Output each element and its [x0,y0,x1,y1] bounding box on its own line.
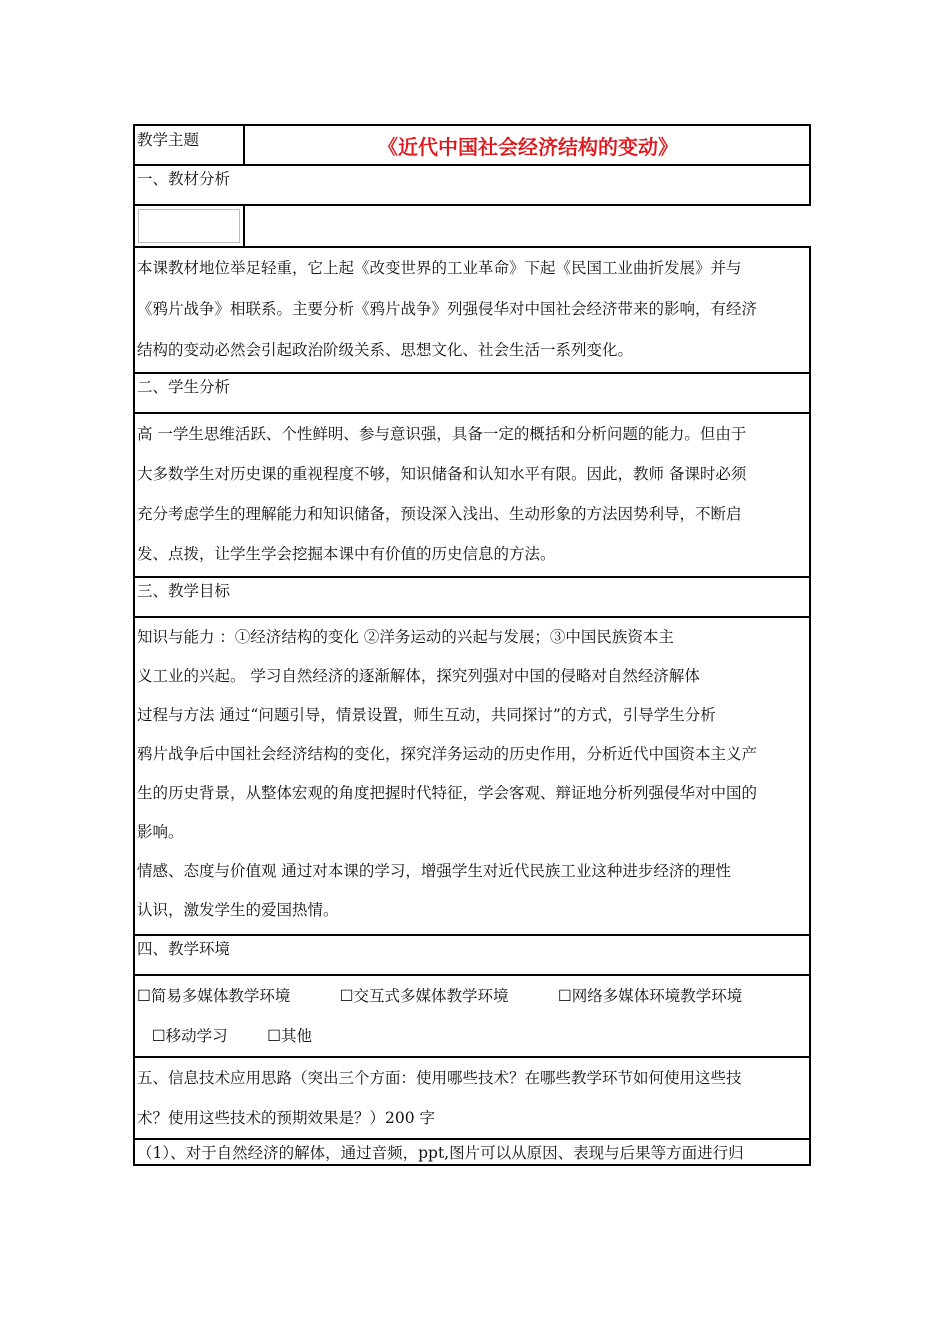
lesson-title: 《近代中国社会经济结构的变动》 [378,135,678,159]
environment-options-line: ☐移动学习 ☐其他 [137,1027,312,1045]
title-label: 教学主题 [135,126,245,164]
text-line: 知识与能力 ：①经济结构的变化 ②洋务运动的兴起与发展；③中国民族资本主 [137,628,674,646]
heading-text: 三、教学目标 [137,582,231,600]
section-heading-3 [133,576,811,618]
section-heading-4 [133,934,811,976]
heading-text: 二、学生分析 [137,378,231,396]
text-line: 充分考虑学生的理解能力和知识储备，预设深入浅出、生动形象的方法因势利导，不断启 [137,505,742,523]
text-line: 五、信息技术应用思路（突出三个方面：使用哪些技术？在哪些教学环节如何使用这些技 [137,1069,742,1087]
section-body-4 [133,974,811,1058]
empty-cell [133,204,245,248]
text-line: 鸦片战争后中国社会经济结构的变化，探究洋务运动的历史作用，分析近代中国资本主义产 [137,745,758,763]
section-body-1 [133,246,811,374]
text-line: 认识，激发学生的爱国热情。 [137,901,339,919]
text-line: （1）、对于自然经济的解体，通过音频，ppt,图片可以从原因、表现与后果等方面进行归 [137,1144,744,1162]
heading-text: 一、教材分析 [137,170,231,188]
text-line: 影响。 [137,823,184,841]
text-line: 结构的变动必然会引起政治阶级关系、思想文化、社会生活一系列变化。 [137,341,634,359]
section-body-3 [133,616,811,936]
text-line: 过程与方法 通过“问题引导，情景设置，师生互动，共同探讨”的方式，引导学生分析 [137,706,716,724]
section-body-6 [133,1138,811,1166]
heading-text: 四、教学环境 [137,940,231,958]
section-heading-2 [133,372,811,414]
text-line: 《鸦片战争》相联系。主要分析《鸦片战争》列强侵华对中国社会经济带来的影响，有经济 [137,300,758,318]
text-line: 高 一学生思维活跃、个性鲜明、参与意识强，具备一定的概括和分析问题的能力。但由于 [137,425,747,443]
environment-options-line: ☐简易多媒体教学环境 ☐交互式多媒体教学环境 ☐网络多媒体环境教学环境 [137,987,743,1005]
title-row [133,124,811,166]
empty-cell-inner [138,209,240,243]
text-line: 生的历史背景，从整体宏观的角度把握时代特征，学会客观、辩证地分析列强侵华对中国的 [137,784,758,802]
text-line: 发、点拨，让学生学会挖掘本课中有价值的历史信息的方法。 [137,545,556,563]
text-line: 情感、态度与价值观 通过对本课的学习，增强学生对近代民族工业这种进步经济的理性 [137,862,731,880]
text-line: 大多数学生对历史课的重视程度不够，知识储备和认知水平有限。因此，教师 备课时必须 [137,465,747,483]
section-body-2 [133,412,811,578]
text-line: 义工业的兴起。 学习自然经济的逐渐解体，探究列强对中国的侵略对自然经济解体 [137,667,700,685]
section-body-5 [133,1056,811,1140]
text-line: 本课教材地位举足轻重，它上起《改变世界的工业革命》下起《民国工业曲折发展》并与 [137,259,742,277]
text-line: 术？使用这些技术的预期效果是？）200 字 [137,1109,436,1127]
section-heading-1 [133,164,811,206]
